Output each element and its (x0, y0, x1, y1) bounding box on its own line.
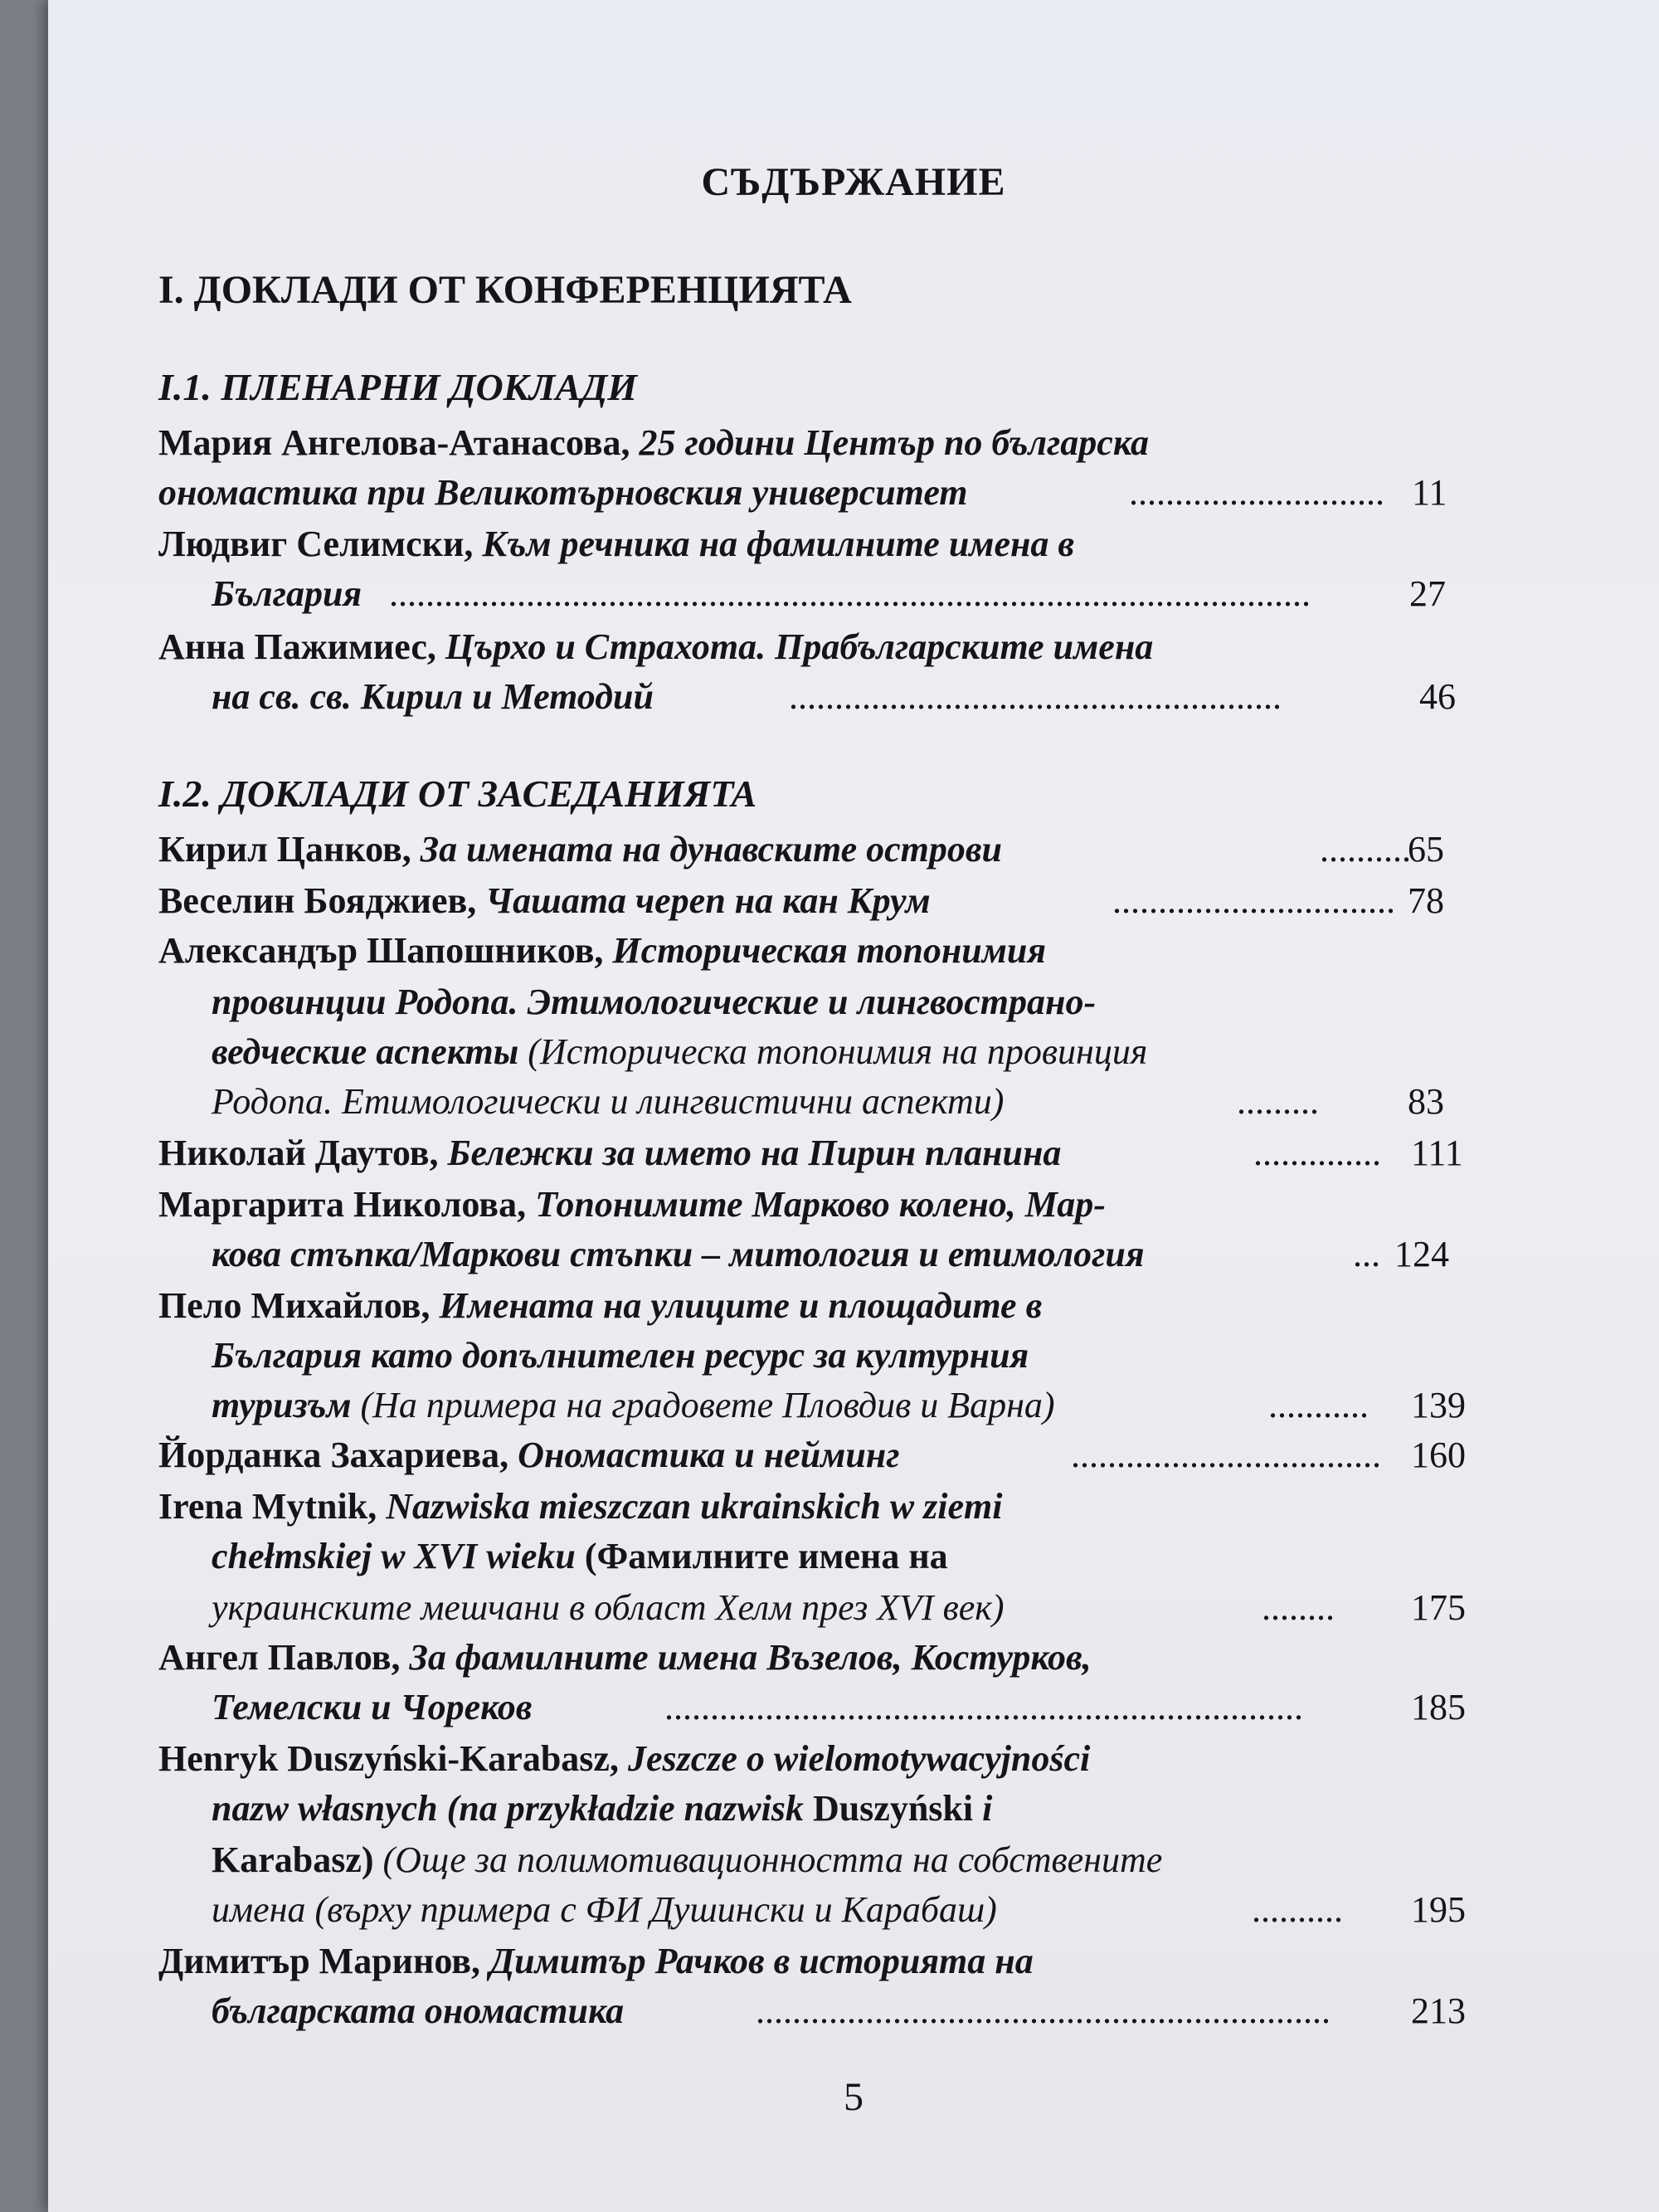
toc-entry-line: ведческие аспекты (Историческа топонимия на провинция (212, 1031, 1148, 1072)
toc-entry-line: на св. св. Кирил и Методий (212, 676, 654, 717)
toc-entry-line: провинции Родопа. Этимологические и лингвострано- (212, 982, 1097, 1022)
page-ref: 65 (1408, 829, 1444, 870)
page-ref: 11 (1412, 472, 1447, 513)
book-page (48, 0, 1659, 2212)
dot-leader: ........... (1268, 1385, 1369, 1425)
dot-leader: ...................................................... (789, 676, 1282, 717)
dot-leader: ...................................................................... (664, 1687, 1303, 1727)
page-ref: 83 (1408, 1081, 1444, 1122)
dot-leader: .............. (1253, 1133, 1381, 1173)
toc-entry-line: Людвиг Селимски, Към речника на фамилните имена в (158, 524, 1075, 564)
toc-entry-line: nazw własnych (na przykładzie nazwisk Duszyński i (212, 1788, 993, 1829)
page-number: 5 (844, 2075, 864, 2119)
dot-leader: ............................................................... (756, 1990, 1331, 2031)
toc-entry-line: Темелски и Чореков (212, 1687, 533, 1727)
toc-entry-line: България като допълнителен ресурс за културния (212, 1335, 1029, 1376)
toc-entry-line: Karabasz) (Още за полимотивационността на собствените (212, 1839, 1163, 1880)
page-ref: 195 (1411, 1889, 1466, 1930)
toc-entry-line: Мария Ангелова-Атанасова, 25 години Център по българска (158, 422, 1150, 463)
toc-entry-line: Николай Даутов, Бележки за името на Пирин планина (158, 1133, 1062, 1173)
toc-entry-line: Ангел Павлов, За фамилните имена Възелов, Костурков, (158, 1637, 1092, 1678)
dot-leader: ........ (1262, 1587, 1335, 1628)
page-title: СЪДЪРЖАНИЕ (701, 160, 1006, 204)
page-ref: 111 (1411, 1133, 1463, 1173)
dot-leader: ......... (1237, 1081, 1319, 1122)
toc-entry-line: Пело Михайлов, Имената на улиците и площадите в (158, 1285, 1043, 1326)
page-ref: 160 (1411, 1435, 1466, 1475)
toc-entry-line: българската ономастика (212, 1990, 625, 2031)
toc-entry-line: Родопа. Етимологически и лингвистични аспекти) (212, 1081, 1005, 1122)
toc-entry-line: България (212, 573, 362, 614)
toc-entry-line: Анна Пажимиес, Църхо и Страхота. Прабългарските имена (158, 626, 1154, 667)
toc-entry-line: Кирил Цанков, За имената на дунавските острови (158, 829, 1003, 870)
page-ref: 46 (1419, 676, 1456, 717)
toc-entry-line: Веселин Бояджиев, Чашата череп на кан Крум (158, 880, 931, 921)
dot-leader: .................................. (1071, 1435, 1381, 1475)
dot-leader: .......... (1320, 829, 1411, 870)
dot-leader: .......... (1252, 1889, 1343, 1930)
page-ref: 124 (1394, 1234, 1449, 1274)
page-ref: 78 (1408, 880, 1444, 921)
toc-entry-line: Henryk Duszyński-Karabasz, Jeszcze o wielomotywacyjności (158, 1738, 1091, 1779)
toc-entry-line: туризъм (На примера на градовете Пловдив и Варна) (212, 1385, 1055, 1425)
toc-entry-line: имена (върху примера с ФИ Душински и Карабаш) (212, 1889, 997, 1930)
page-ref: 185 (1411, 1687, 1466, 1727)
dot-leader: ............................... (1112, 880, 1395, 921)
dot-leader: ... (1353, 1234, 1380, 1274)
page-ref: 27 (1409, 573, 1446, 614)
page-ref: 175 (1411, 1587, 1466, 1628)
dot-leader: ..................................................................................................... (389, 573, 1311, 614)
toc-entry-line: Irena Mytnik, Nazwiska mieszczan ukrainskich w ziemi (158, 1486, 1003, 1527)
toc-entry-line: Йорданка Захариева, Ономастика и нейминг (158, 1435, 900, 1475)
page-ref: 213 (1411, 1990, 1466, 2031)
dot-leader: ............................ (1129, 472, 1384, 513)
toc-entry-line: chełmskiej w XVI wieku (Фамилните имена на (212, 1536, 948, 1576)
subsection-heading-sessions: I.2. ДОКЛАДИ ОТ ЗАСЕДАНИЯТА (158, 772, 757, 815)
toc-entry-line: Маргарита Николова, Топонимите Марково колено, Мар- (158, 1184, 1106, 1225)
toc-entry-line: Димитър Маринов, Димитър Рачков в историята на (158, 1941, 1034, 1981)
toc-entry-line: Александър Шапошников, Историческая топонимия (158, 930, 1047, 971)
page-ref: 139 (1411, 1385, 1466, 1425)
toc-entry-line: кова стъпка/Маркови стъпки – митология и етимология (212, 1234, 1145, 1274)
section-heading: I. ДОКЛАДИ ОТ КОНФЕРЕНЦИЯТА (158, 268, 852, 312)
toc-entry-line: украинските мешчани в област Хелм през XVI век) (212, 1587, 1005, 1628)
subsection-heading-plenary: I.1. ПЛЕНАРНИ ДОКЛАДИ (158, 366, 637, 408)
toc-entry-line: ономастика при Великотърновския университет (158, 472, 968, 513)
